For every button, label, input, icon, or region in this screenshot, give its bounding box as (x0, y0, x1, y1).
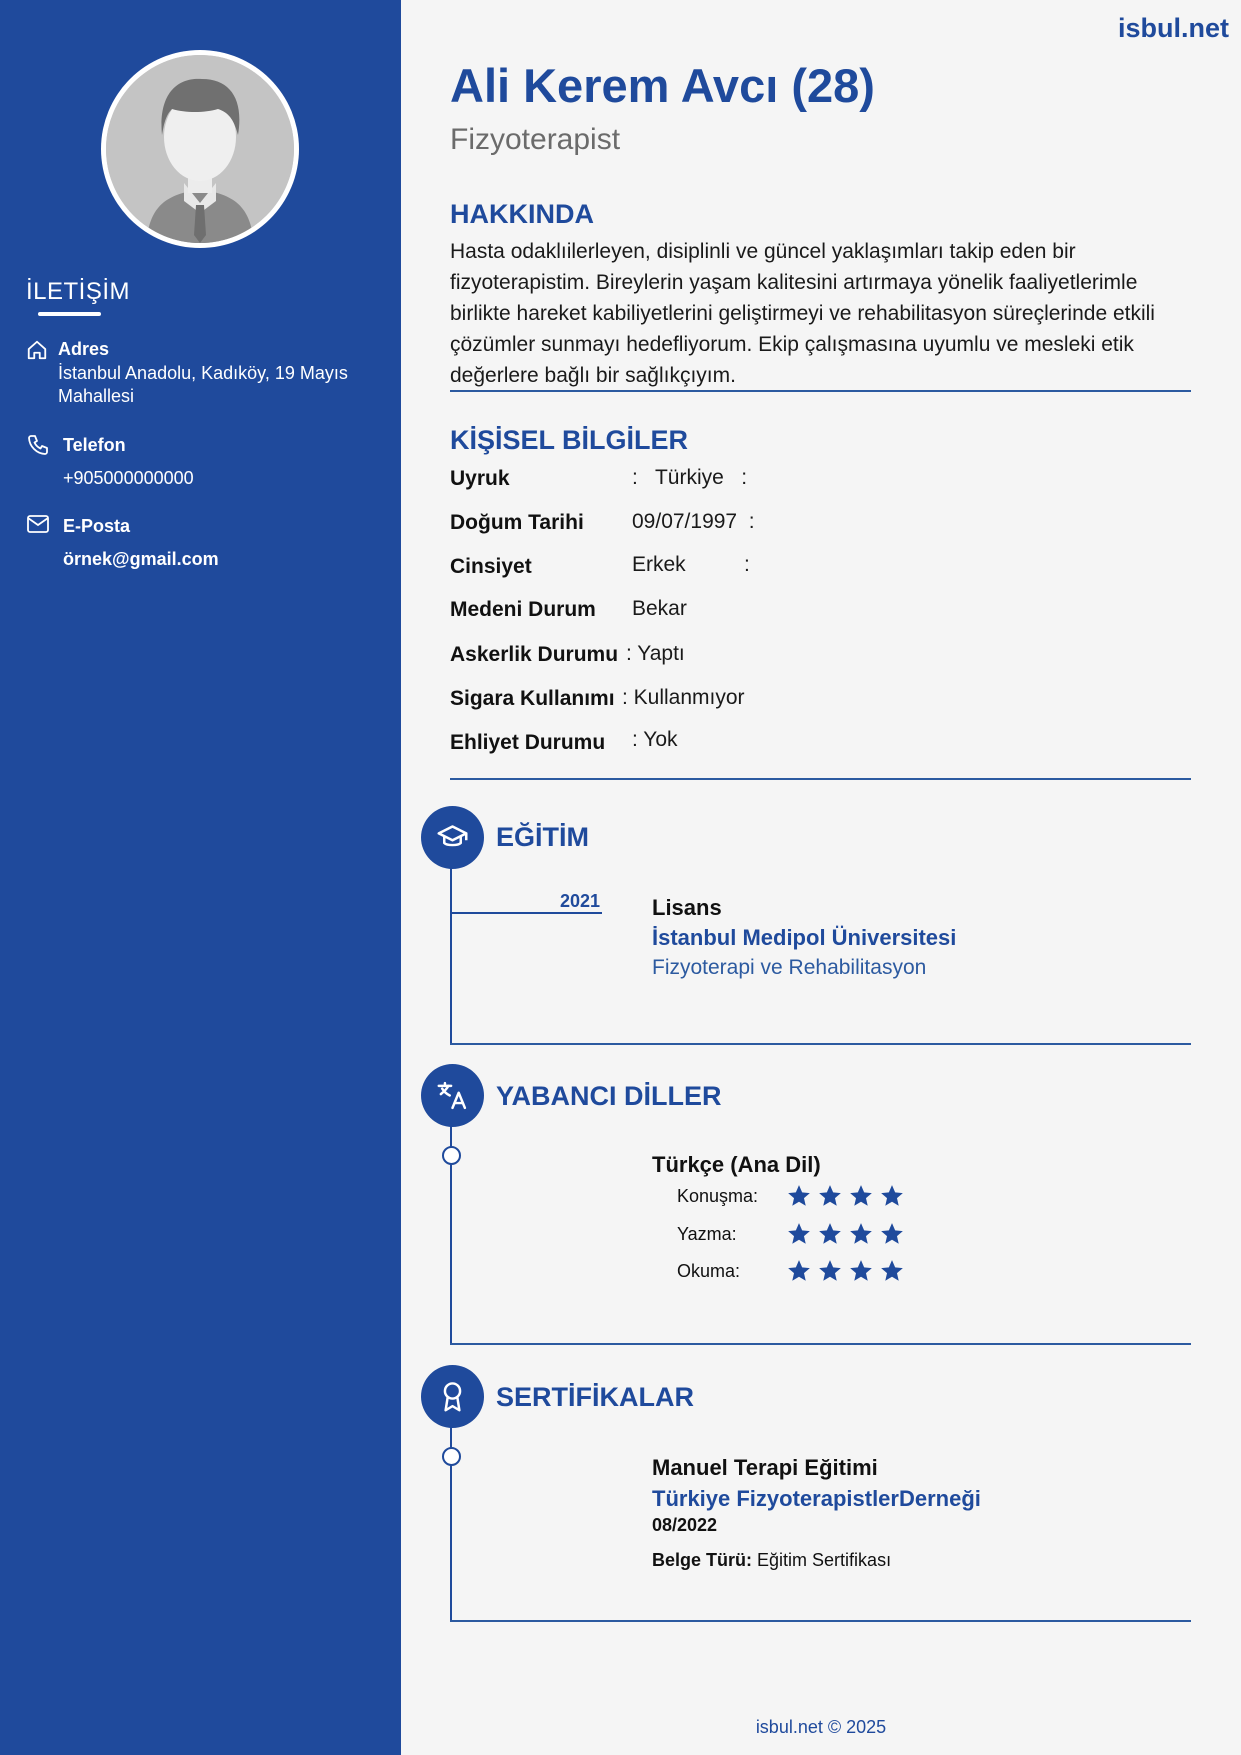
phone-icon (26, 433, 50, 457)
timeline-tick (450, 912, 602, 914)
certificate-date: 08/2022 (652, 1515, 718, 1535)
star-icon (848, 1183, 874, 1209)
about-title: HAKKINDA (450, 199, 594, 229)
star-icon (879, 1221, 905, 1247)
translate-icon (436, 1079, 469, 1112)
address-value-line1: İstanbul Anadolu, Kadıköy, 19 Mayıs (58, 363, 348, 383)
address-value-line2: Mahallesi (58, 386, 135, 406)
personal-value: : Türkiye : (632, 466, 748, 489)
education-department: Fizyoterapi ve Rehabilitasyon (652, 956, 927, 979)
language-skill-label: Yazma: (677, 1224, 737, 1244)
job-title: Fizyoterapist (450, 123, 621, 156)
address-label: Adres (58, 339, 110, 359)
star-icon (786, 1258, 812, 1284)
star-icon (817, 1221, 843, 1247)
languages-section-icon (421, 1064, 484, 1127)
personal-value: : Kullanmıyor (622, 686, 745, 709)
star-icon (786, 1221, 812, 1247)
languages-title: YABANCI DİLLER (496, 1081, 722, 1111)
personal-label: Medeni Durum (450, 598, 596, 621)
certificate-type (652, 1550, 891, 1571)
avatar (101, 50, 299, 248)
education-title: EĞİTİM (496, 822, 589, 852)
certificate-name: Manuel Terapi Eğitimi (652, 1455, 878, 1480)
certificates-title: SERTİFİKALAR (496, 1382, 694, 1412)
certificates-section-icon (421, 1365, 484, 1428)
star-icon (786, 1183, 812, 1209)
contact-title: İLETİŞİM (26, 278, 131, 305)
star-rating (786, 1258, 905, 1284)
divider (450, 1043, 1191, 1045)
mail-icon (26, 514, 50, 534)
personal-label: Sigara Kullanımı (450, 687, 615, 710)
timeline-line (450, 1398, 452, 1621)
personal-value: Bekar (632, 597, 687, 620)
language-skill-label: Konuşma: (677, 1186, 759, 1206)
personal-label: Ehliyet Durumu (450, 731, 606, 754)
star-icon (848, 1221, 874, 1247)
certificate-org: Türkiye FizyoterapistlerDerneği (652, 1486, 981, 1511)
star-rating (786, 1183, 905, 1209)
personal-value: : Yaptı (626, 642, 685, 665)
divider (450, 1343, 1191, 1345)
certificate-type-value: Eğitim Sertifikası (757, 1550, 892, 1570)
phone-label: Telefon (63, 435, 126, 455)
timeline-dot (442, 1146, 461, 1165)
personal-label: Cinsiyet (450, 555, 532, 578)
personal-value: : Yok (632, 728, 678, 751)
divider (450, 390, 1191, 392)
divider (450, 778, 1191, 780)
personal-label: Askerlik Durumu (450, 643, 619, 666)
certificate-type-label: Belge Türü: (652, 1550, 753, 1570)
email-value[interactable]: örnek@gmail.com (63, 549, 219, 569)
divider (450, 1620, 1191, 1622)
language-name: Türkçe (Ana Dil) (652, 1152, 821, 1177)
education-section-icon (421, 806, 484, 869)
phone-value[interactable]: +905000000000 (63, 468, 194, 488)
timeline-line (450, 1096, 452, 1344)
personal-value: 09/07/1997 : (632, 510, 755, 533)
personal-title: KİŞİSEL BİLGİLER (450, 425, 689, 455)
contact-title-underline (38, 312, 101, 316)
candidate-name: Ali Kerem Avcı (28) (450, 59, 875, 112)
award-ribbon-icon (436, 1380, 469, 1413)
brand-logo[interactable]: isbul.net (1117, 13, 1229, 43)
graduation-cap-icon (436, 821, 469, 854)
star-icon (817, 1258, 843, 1284)
star-rating (786, 1221, 905, 1247)
email-label: E-Posta (63, 516, 131, 536)
personal-label: Doğum Tarihi (450, 511, 584, 534)
education-year: 2021 (560, 891, 601, 911)
about-text: Hasta odaklıilerleyen, disiplinli ve güncel yaklaşımları takip eden bir fizyoterapistim. Bireylerin yaşam kalitesini artırmaya yönelik faaliyetlerimle birlikte hareket kabiliyetlerini geliştirmeyi ve rehabilitasyon süreçlerinde etkili çözümler sunmayı hedefliyorum. Ekip çalışmasına uyumlu ve mesleki etik değerlere bağlı bir sağlıkçıyım. (450, 240, 1155, 387)
star-icon (848, 1258, 874, 1284)
person-silhouette-icon (106, 55, 294, 243)
language-skill-label: Okuma: (677, 1261, 741, 1281)
star-icon (817, 1183, 843, 1209)
home-icon (26, 339, 48, 361)
personal-label: Uyruk (450, 467, 510, 490)
education-school: İstanbul Medipol Üniversitesi (652, 925, 957, 950)
star-icon (879, 1183, 905, 1209)
footer-text: isbul.net © 2025 (755, 1717, 887, 1737)
education-degree: Lisans (652, 895, 722, 920)
star-icon (879, 1258, 905, 1284)
timeline-dot (442, 1447, 461, 1466)
sidebar (0, 0, 401, 1755)
personal-value: Erkek : (632, 553, 750, 576)
